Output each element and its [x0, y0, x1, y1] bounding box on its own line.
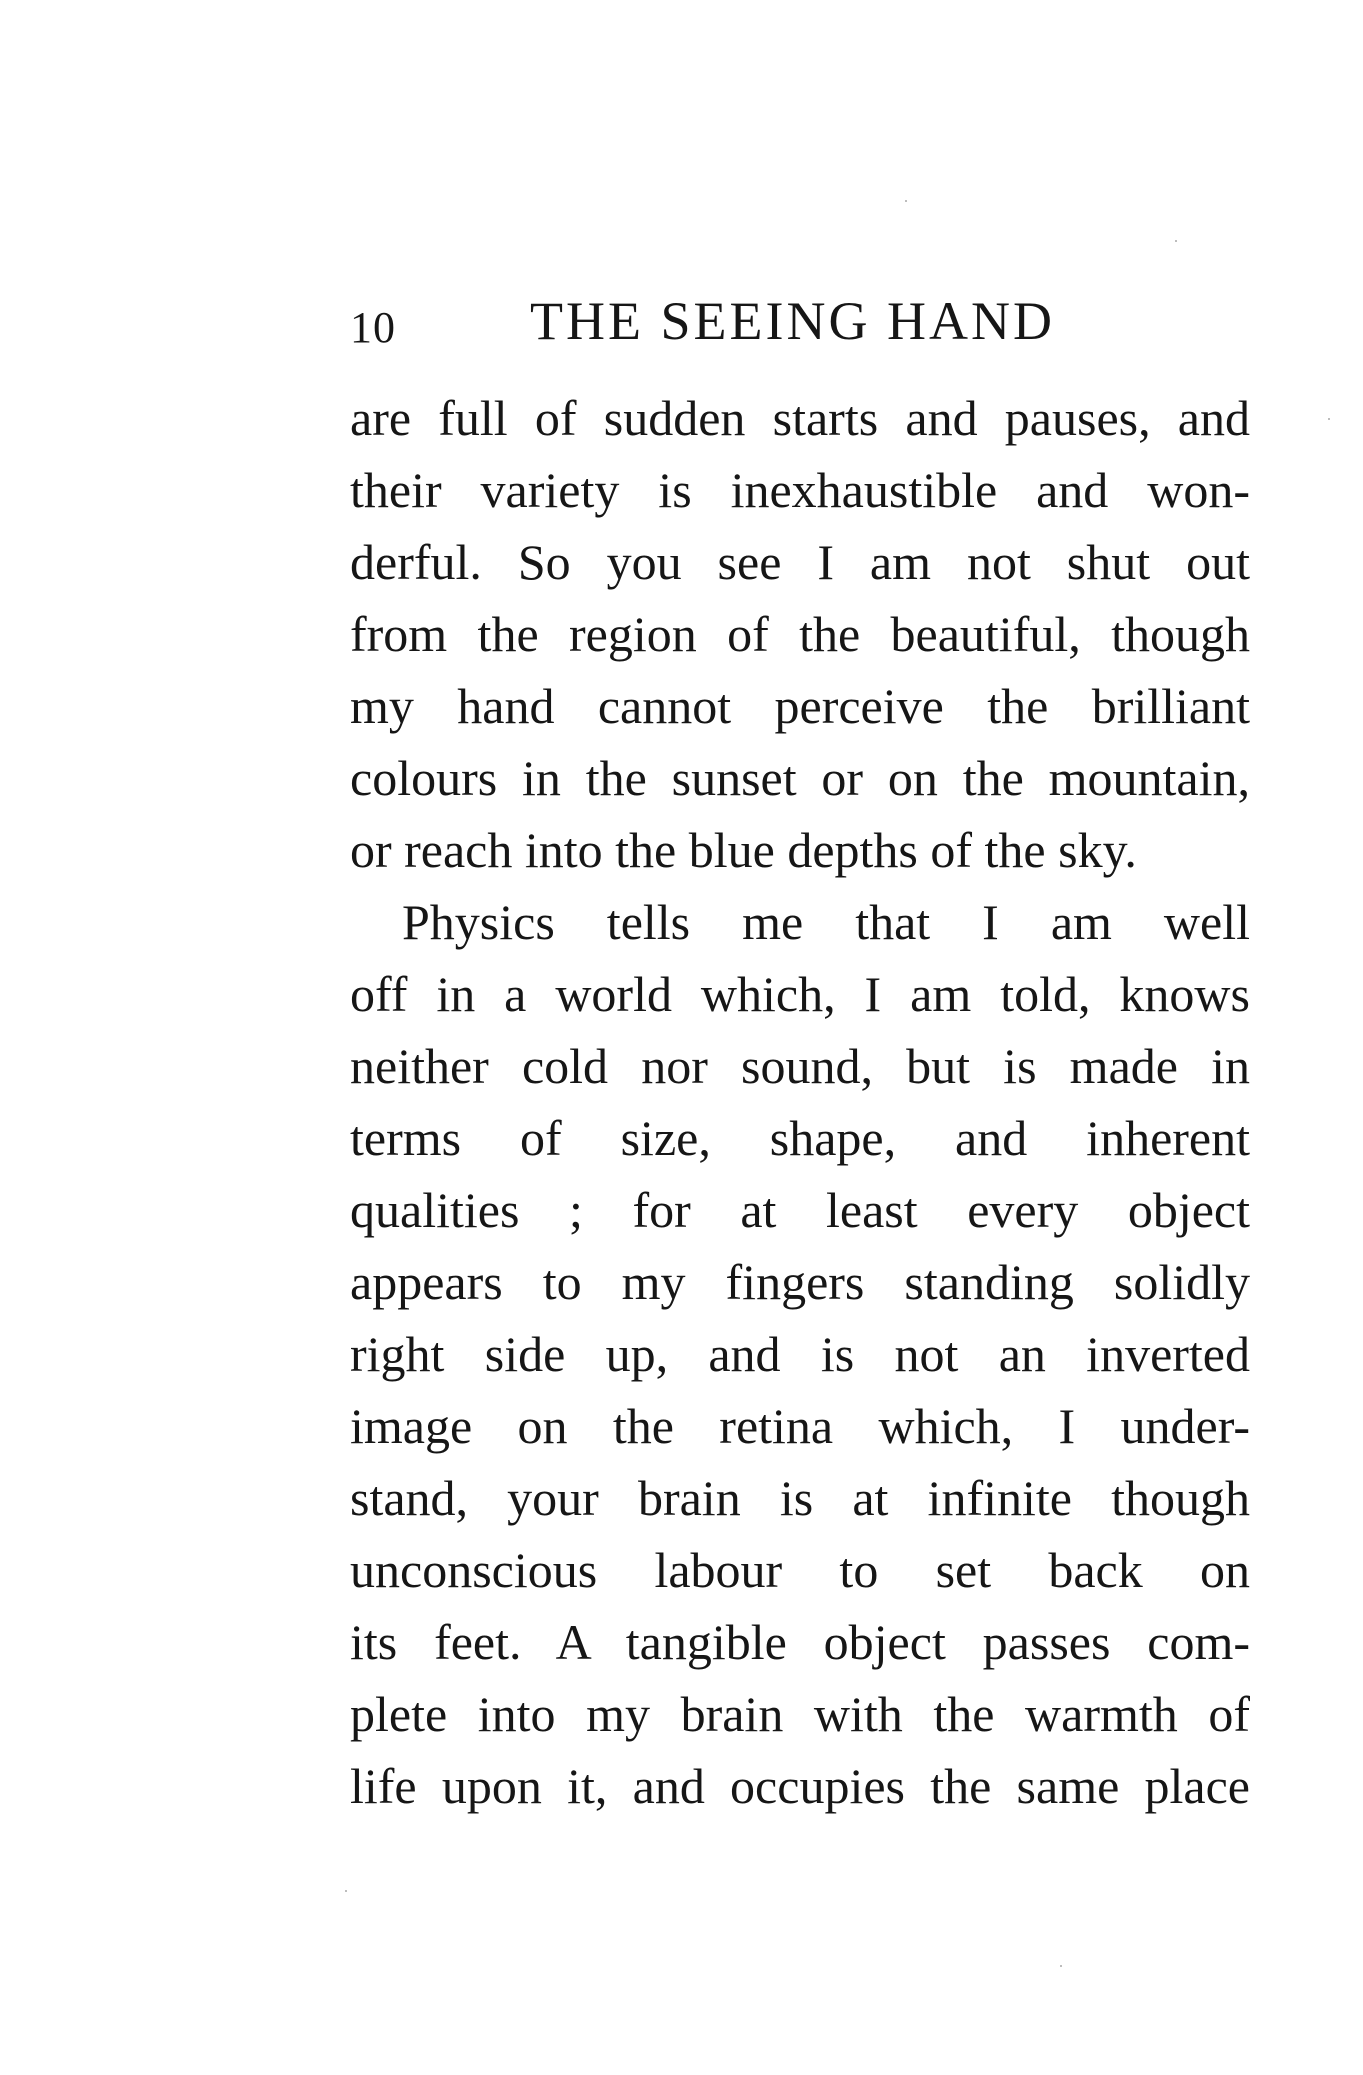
- text-line: image on the retina which, I under-: [350, 1398, 1250, 1454]
- text-line: my hand cannot perceive the brilliant: [350, 678, 1250, 734]
- text-line: or reach into the blue depths of the sky.: [350, 822, 1137, 878]
- page-header: [350, 290, 1250, 360]
- text-line: neither cold nor sound, but is made in: [350, 1038, 1250, 1094]
- text-line: colours in the sunset or on the mountain,: [350, 750, 1250, 806]
- paper-speck: [1328, 418, 1330, 420]
- page-number: 10: [350, 303, 396, 352]
- text-line: stand, your brain is at infinite though: [350, 1470, 1250, 1526]
- body-text: [350, 382, 1250, 1822]
- text-line: its feet. A tangible object passes com-: [350, 1614, 1250, 1670]
- text-line: off in a world which, I am told, knows: [350, 966, 1250, 1022]
- paper-speck: [1060, 1965, 1062, 1967]
- text-line: from the region of the beautiful, though: [350, 606, 1250, 662]
- paper-speck: [905, 200, 907, 202]
- paper-speck: [1175, 240, 1177, 242]
- text-line: terms of size, shape, and inherent: [350, 1110, 1250, 1166]
- text-line: their variety is inexhaustible and won-: [350, 462, 1250, 518]
- paper-speck: [345, 1890, 347, 1892]
- text-line: are full of sudden starts and pauses, and: [350, 390, 1250, 446]
- running-title: THE SEEING HAND: [530, 291, 1055, 351]
- text-line: unconscious labour to set back on: [350, 1542, 1250, 1598]
- text-line: life upon it, and occupies the same place: [350, 1758, 1250, 1814]
- text-line: plete into my brain with the warmth of: [350, 1686, 1250, 1742]
- text-line: right side up, and is not an inverted: [350, 1326, 1250, 1382]
- text-line: qualities ; for at least every object: [350, 1182, 1250, 1238]
- text-line: derful. So you see I am not shut out: [350, 534, 1250, 590]
- text-line: appears to my fingers standing solidly: [350, 1254, 1250, 1310]
- text-line: Physics tells me that I am well: [402, 894, 1250, 950]
